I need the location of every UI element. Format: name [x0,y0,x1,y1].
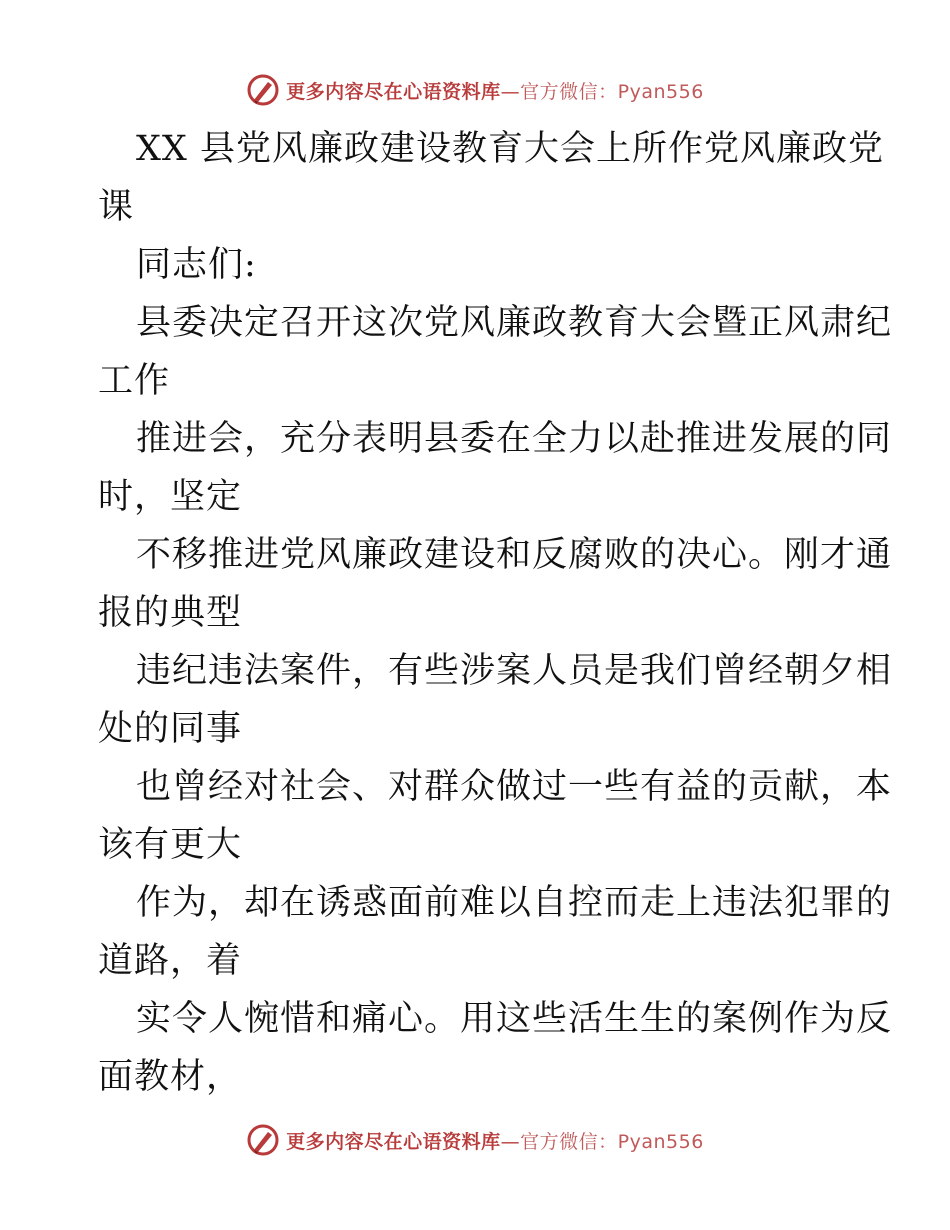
banner-text [286,77,704,104]
banner-dash: — [500,1130,521,1153]
document-title-line-2: 课 [98,187,135,227]
banner-dash: — [500,80,521,103]
document-body [98,120,893,1106]
body-line: 违纪违法案件，有些涉案人员是我们曾经朝夕相 [136,651,893,691]
salutation: 同志们: [136,245,257,285]
body-line: 处的同事 [98,709,243,749]
banner-brand: 更多内容尽在心语资料库 [286,1130,501,1153]
body-line: 工作 [98,361,171,401]
body-line: 面教材， [98,1057,243,1097]
body-line: 报的典型 [98,593,243,633]
body-line: 作为，却在诱惑面前难以自控而走上违法犯罪的 [136,883,893,923]
body-line: 也曾经对社会、对群众做过一些有益的贡献，本 [136,767,893,807]
body-line: 道路，着 [98,941,243,981]
pen-logo-icon [246,1123,280,1157]
banner-wechat: 官方微信：Pyan556 [520,1130,704,1153]
banner-wechat: 官方微信：Pyan556 [520,80,704,103]
header-banner [0,70,950,110]
body-line: 推进会，充分表明县委在全力以赴推进发展的同 [136,419,893,459]
body-line: 县委决定召开这次党风廉政教育大会暨正风肃纪 [136,303,893,343]
footer-banner [0,1120,950,1160]
body-line: 该有更大 [98,825,243,865]
body-line: 不移推进党风廉政建设和反腐败的决心。刚才通 [136,535,893,575]
banner-brand: 更多内容尽在心语资料库 [286,80,501,103]
body-line: 实令人惋惜和痛心。用这些活生生的案例作为反 [136,999,893,1039]
body-line: 时，坚定 [98,477,243,517]
banner-text [286,1127,704,1154]
pen-logo-icon [246,73,280,107]
document-title-line-1: XX 县党风廉政建设教育大会上所作党风廉政党 [136,129,884,169]
